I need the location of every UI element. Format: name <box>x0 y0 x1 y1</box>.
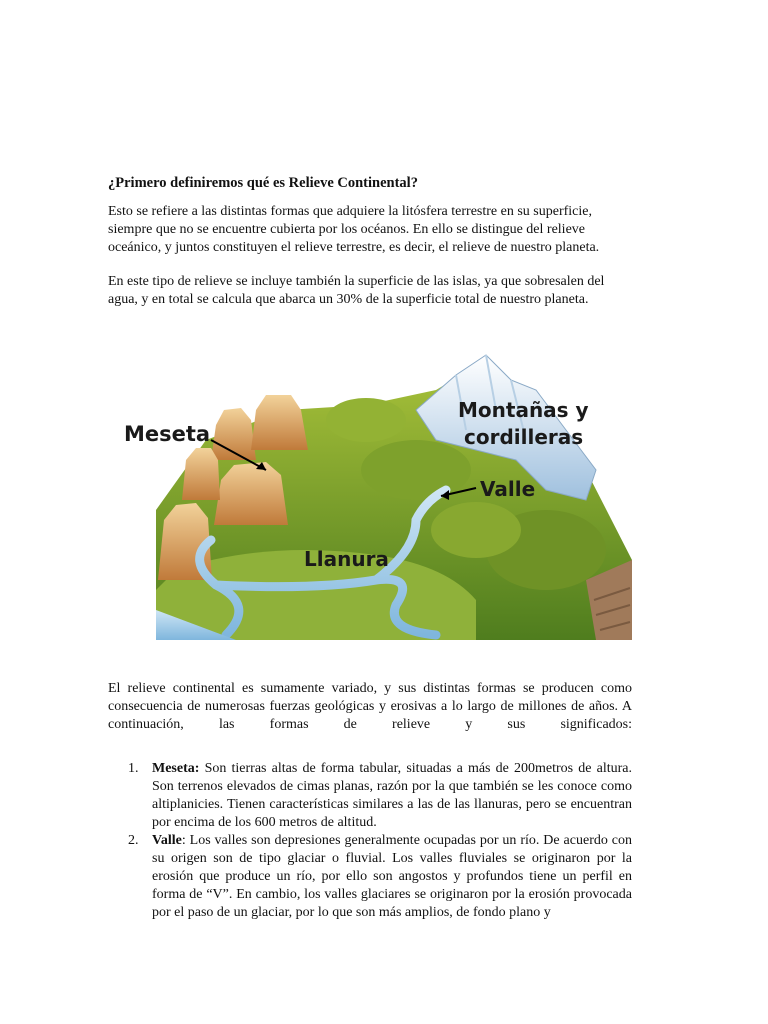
label-llanura: Llanura <box>304 547 389 571</box>
relief-forms-list <box>128 760 632 922</box>
label-montanas-1: Montañas y <box>458 398 589 422</box>
list-text: : Los valles son depresiones generalmente ocupadas por un río. De acuerdo con su origen son de tipo glaciar o fluvial. Los valles fluviales se originaron por la erosión que produce un río, por ello son angostos y profundos tiene un perfil en forma de “V”. En cambio, los valles glaciares se originaron por la erosión provocada por el paso de un glaciar, por lo que son más amplios, de fondo plano y <box>152 833 632 920</box>
list-term: Valle <box>152 833 182 848</box>
list-item <box>128 832 632 922</box>
paragraph-islands: En este tipo de relieve se incluye también la superficie de las islas, ya que sobresalen del agua, y en total se calcula que abarca un 30% de la superficie total de nuestro planeta. <box>108 274 605 307</box>
label-valle: Valle <box>480 477 536 501</box>
list-term: Meseta: <box>152 761 200 776</box>
list-number: 1. <box>128 761 139 776</box>
paragraph-intro-forms: El relieve continental es sumamente variado, y sus distintas formas se producen como consecuencia de numerosas fuerzas geológicas y erosivas a lo largo de millones de años. A continuación, las formas de relieve y sus significados: <box>108 681 632 732</box>
list-number: 2. <box>128 833 139 848</box>
paragraph-definition: Esto se refiere a las distintas formas que adquiere la litósfera terrestre en su superficie, siempre que no se encuentre cubierta por los océanos. En ello se distingue del relieve oceánico, y juntos constituyen el relieve terrestre, es decir, el relieve de nuestro planeta. <box>108 204 600 255</box>
list-text: Son tierras altas de forma tabular, situadas a más de 200metros de altura. Son terrenos elevados de cimas planas, razón por la que también se les conoce como altiplanicies. Tienen características similares a las de las llanuras, pero se encuentran por encima de los 600 metros de altitud. <box>152 761 632 830</box>
list-item <box>128 760 632 832</box>
page-heading: ¿Primero definiremos qué es Relieve Continental? <box>108 175 418 191</box>
label-montanas-2: cordilleras <box>464 425 584 449</box>
relief-illustration <box>116 350 632 640</box>
label-meseta: Meseta <box>124 422 211 446</box>
